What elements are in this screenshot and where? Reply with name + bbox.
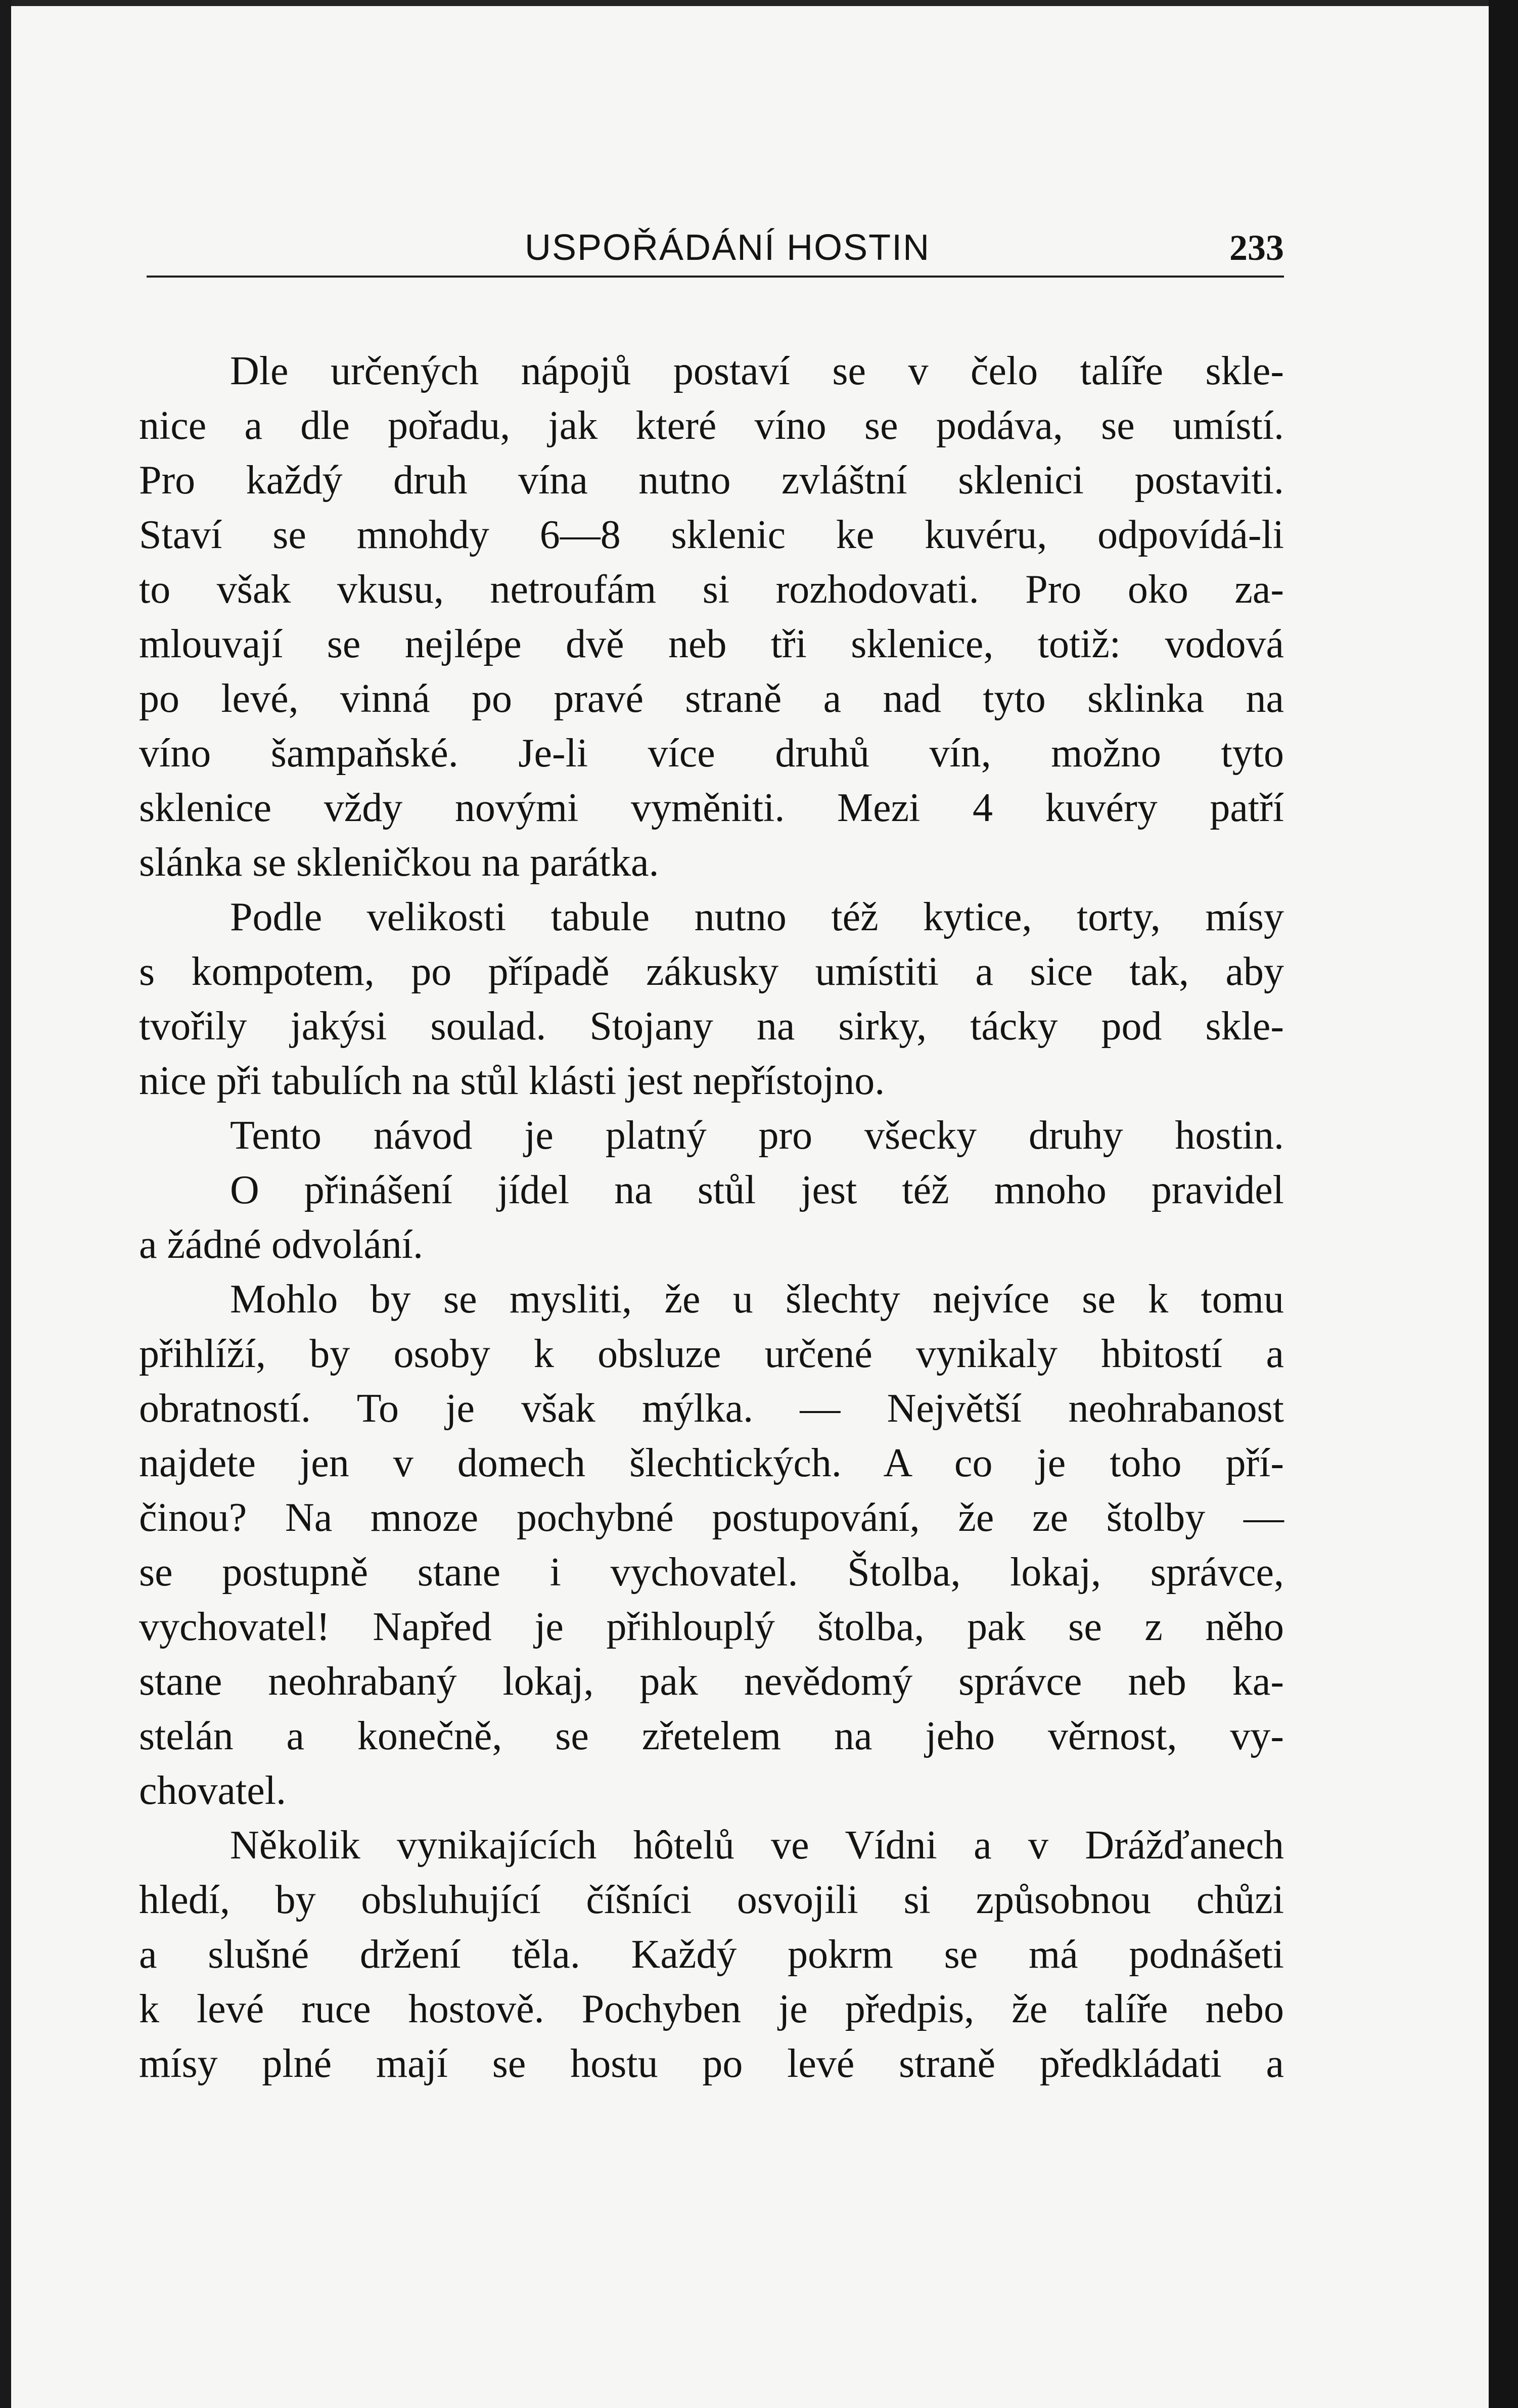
text-line: Několik vynikajících hôtelů ve Vídni a v Drážďanech xyxy=(230,1823,1284,1868)
text-line: O přinášení jídel na stůl jest též mnoho pravidel xyxy=(230,1168,1284,1212)
text-line: tvořily jakýsi soulad. Stojany na sirky, tácky pod skle- xyxy=(139,1004,1284,1049)
text-line: k levé ruce hostově. Pochyben je předpis, že talíře nebo xyxy=(139,1987,1284,2031)
scan-edge-top xyxy=(0,0,1518,6)
scan-edge-left xyxy=(0,0,11,2408)
text-line: sklenice vždy novými vyměniti. Mezi 4 kuvéry patří xyxy=(139,786,1284,830)
text-line: hledí, by obsluhující číšníci osvojili si způsobnou chůzi xyxy=(139,1878,1284,1922)
text-line: činou? Na mnoze pochybné postupování, že ze štolby — xyxy=(139,1495,1284,1540)
text-line: stelán a konečně, se zřetelem na jeho věrnost, vy- xyxy=(139,1714,1284,1758)
text-line: s kompotem, po případě zákusky umístiti a sice tak, aby xyxy=(139,949,1284,994)
text-line: a slušné držení těla. Každý pokrm se má podnášeti xyxy=(139,1932,1284,1977)
text-line: přihlíží, by osoby k obsluze určené vynikaly hbitostí a xyxy=(139,1332,1284,1376)
text-line: mlouvají se nejlépe dvě neb tři sklenice, totiž: vodová xyxy=(139,622,1284,666)
text-line: se postupně stane i vychovatel. Štolba, lokaj, správce, xyxy=(139,1550,1284,1595)
scan-edge-right xyxy=(1489,0,1518,2408)
text-line: najdete jen v domech šlechtických. A co je toho pří- xyxy=(139,1441,1284,1485)
text-line: slánka se skleničkou na parátka. xyxy=(139,840,659,885)
page-header-title: USPOŘÁDÁNÍ HOSTIN xyxy=(525,228,931,268)
page-number: 233 xyxy=(1229,228,1284,268)
body-text xyxy=(139,344,1284,2091)
text-line: Dle určených nápojů postaví se v čelo talíře skle- xyxy=(230,349,1284,393)
text-line: a žádné odvolání. xyxy=(139,1222,423,1267)
text-line: Mohlo by se mysliti, že u šlechty nejvíce se k tomu xyxy=(230,1277,1284,1322)
header-rule xyxy=(147,276,1284,278)
text-line: víno šampaňské. Je-li více druhů vín, možno tyto xyxy=(139,731,1284,776)
text-line: po levé, vinná po pravé straně a nad tyto sklinka na xyxy=(139,676,1284,721)
running-head xyxy=(147,217,1284,278)
text-line: Tento návod je platný pro všecky druhy hostin. xyxy=(230,1113,1284,1158)
text-line: nice při tabulích na stůl klásti jest nepřístojno. xyxy=(139,1059,885,1103)
text-line: to však vkusu, netroufám si rozhodovati. Pro oko za- xyxy=(139,567,1284,612)
text-line: nice a dle pořadu, jak které víno se podáva, se umístí. xyxy=(139,403,1284,448)
text-line: obratností. To je však mýlka. — Největší neohrabanost xyxy=(139,1386,1284,1431)
text-line: vychovatel! Napřed je přihlouplý štolba, pak se z něho xyxy=(139,1605,1284,1649)
text-line: stane neohrabaný lokaj, pak nevědomý správce neb ka- xyxy=(139,1659,1284,1704)
text-line: chovatel. xyxy=(139,1768,286,1813)
text-line: Podle velikosti tabule nutno též kytice, torty, mísy xyxy=(230,895,1284,939)
text-line: Staví se mnohdy 6—8 sklenic ke kuvéru, odpovídá-li xyxy=(139,513,1284,557)
text-line: Pro každý druh vína nutno zvláštní sklenici postaviti. xyxy=(139,458,1284,503)
text-line: mísy plné mají se hostu po levé straně předkládati a xyxy=(139,2041,1284,2086)
